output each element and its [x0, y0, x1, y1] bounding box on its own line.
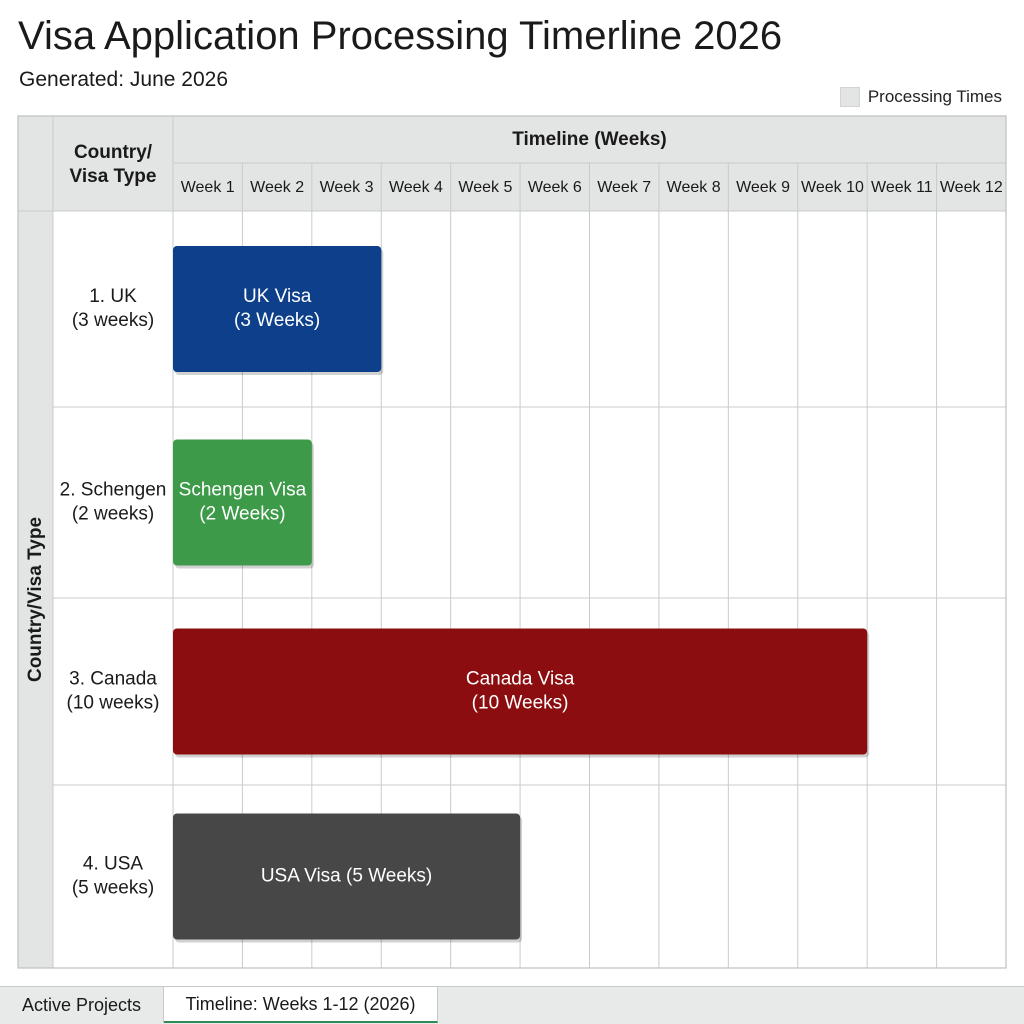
timeline-header: Timeline (Weeks) — [512, 129, 667, 151]
header-visa-type-label: Visa Type — [69, 166, 157, 188]
legend-label: Processing Times — [867, 87, 1002, 106]
row-label: 3. Canada — [69, 668, 157, 690]
side-axis-label: Country/Visa Type — [25, 516, 47, 683]
week-tick-label: Week 7 — [597, 179, 652, 197]
row-label: 2. Schengen — [59, 479, 167, 501]
bar-label-duration: (10 Weeks) — [471, 692, 569, 714]
tab-timeline[interactable]: Timeline: Weeks 1-12 (2026) — [164, 987, 438, 1023]
week-tick-label: Week 12 — [939, 179, 1003, 197]
header-country-label: Country/ — [73, 142, 153, 164]
week-tick-label: Week 1 — [180, 179, 235, 197]
week-tick-label: Week 11 — [871, 179, 933, 197]
week-tick-label: Week 9 — [736, 179, 791, 197]
page-title: Visa Application Processing Timerline 2026 — [18, 14, 783, 58]
page-subtitle: Generated: June 2026 — [19, 68, 228, 91]
bar-label: Schengen Visa — [178, 479, 307, 501]
row-label: 1. UK — [89, 286, 137, 308]
week-tick-label: Week 10 — [801, 179, 864, 197]
week-tick-label: Week 2 — [250, 179, 305, 197]
bar-label: UK Visa — [242, 286, 312, 308]
week-tick-label: Week 4 — [388, 179, 443, 197]
row-label-duration: (3 weeks) — [71, 310, 155, 332]
row-label-duration: (5 weeks) — [71, 877, 155, 899]
week-tick-label: Week 6 — [527, 179, 582, 197]
week-tick-label: Week 8 — [666, 179, 721, 197]
row-label-duration: (2 weeks) — [71, 503, 155, 525]
bar-label-duration: (3 Weeks) — [234, 310, 321, 332]
bar — [173, 440, 312, 566]
tab-active-projects[interactable]: Active Projects — [0, 987, 164, 1023]
bar-label: Canada Visa — [465, 668, 575, 690]
bar — [173, 246, 381, 372]
week-tick-label: Week 5 — [458, 179, 513, 197]
sheet-tab-bar — [0, 986, 1024, 1024]
week-tick-label: Week 3 — [319, 179, 374, 197]
bar — [173, 629, 867, 755]
row-label-duration: (10 weeks) — [66, 692, 160, 714]
bar-label: USA Visa (5 Weeks) — [260, 865, 433, 887]
bar-label-duration: (2 Weeks) — [199, 503, 286, 525]
row-label: 4. USA — [82, 853, 144, 875]
